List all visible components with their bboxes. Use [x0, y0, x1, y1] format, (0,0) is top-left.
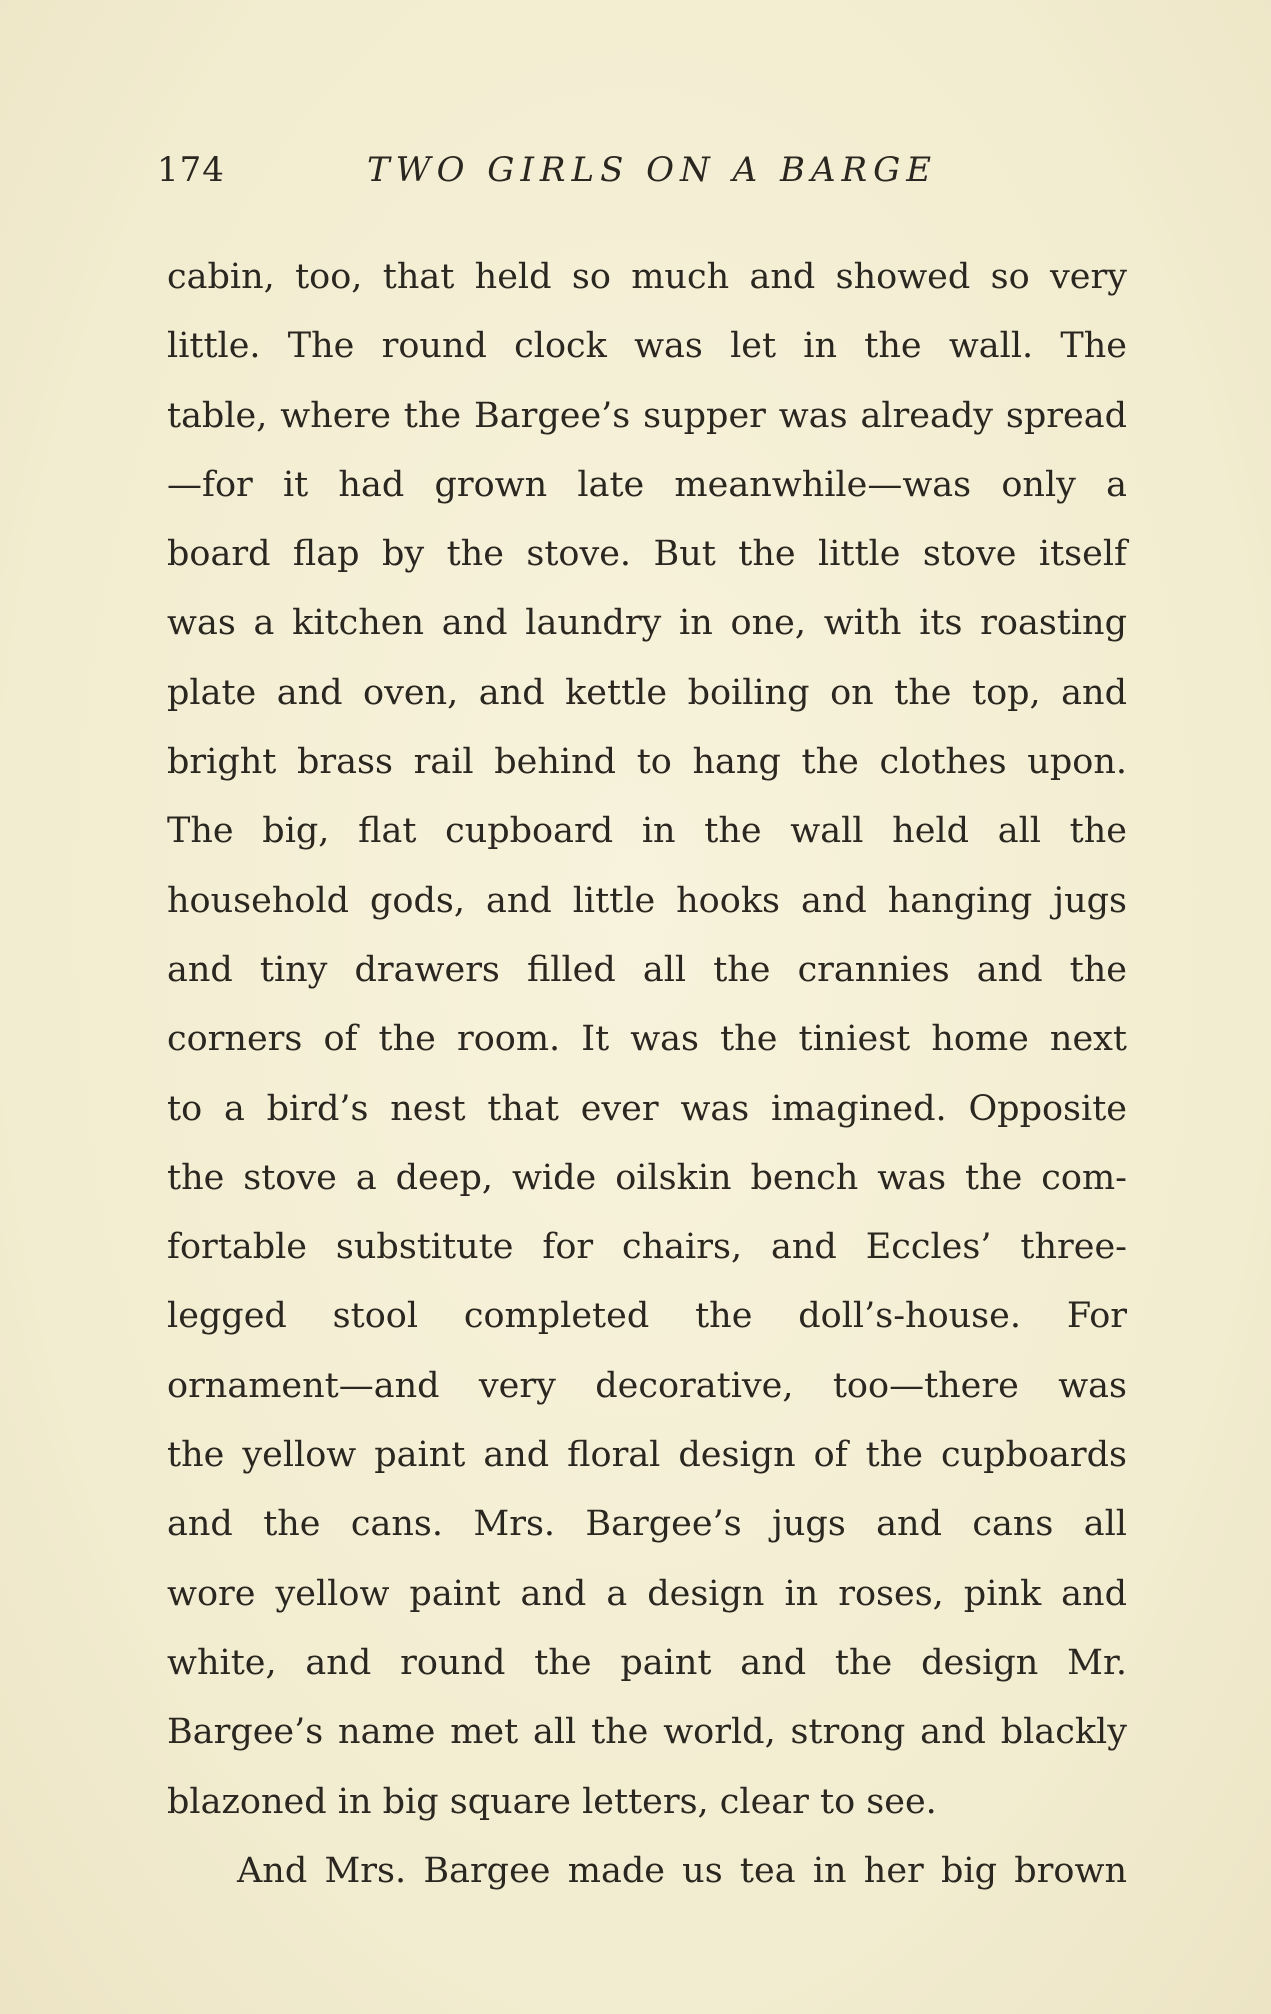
- text-line: plate and oven, and kettle boiling on the top, and: [167, 672, 1127, 713]
- text-line: fortable substitute for chairs, and Eccles’ three-: [167, 1227, 1127, 1268]
- text-line: white, and round the paint and the design Mr.: [167, 1642, 1127, 1683]
- text-line: legged stool completed the doll’s-house. For: [167, 1296, 1127, 1337]
- text-line: to a bird’s nest that ever was imagined. Opposite: [167, 1088, 1127, 1129]
- text-line: The big, flat cupboard in the wall held all the: [167, 811, 1127, 852]
- text-line: blazoned in big square letters, clear to see.: [167, 1781, 937, 1822]
- text-line: cabin, too, that held so much and showed so very: [167, 257, 1127, 297]
- text-line: was a kitchen and laundry in one, with its roasting: [167, 603, 1127, 644]
- body-text: [167, 243, 1127, 1906]
- text-line: table, where the Bargee’s supper was already spread: [167, 395, 1127, 436]
- page-number: 174: [157, 150, 225, 190]
- text-line-paragraph-start: And Mrs. Bargee made us tea in her big brown: [237, 1850, 1127, 1891]
- text-line: and the cans. Mrs. Bargee’s jugs and cans all: [167, 1504, 1127, 1545]
- running-title: TWO GIRLS ON A BARGE: [367, 150, 938, 190]
- text-line: board flap by the stove. But the little stove itself: [167, 534, 1127, 575]
- text-line: little. The round clock was let in the wall. The: [167, 326, 1127, 367]
- text-line: corners of the room. It was the tiniest home next: [167, 1019, 1127, 1060]
- text-line: the yellow paint and floral design of the cupboards: [167, 1435, 1127, 1476]
- text-line: household gods, and little hooks and hanging jugs: [167, 880, 1127, 921]
- page-header: [157, 150, 1117, 200]
- text-line: Bargee’s name met all the world, strong and blackly: [167, 1712, 1127, 1753]
- text-line: ornament—and very decorative, too—there was: [167, 1365, 1127, 1406]
- text-line: the stove a deep, wide oilskin bench was the com-: [167, 1157, 1127, 1198]
- text-line: wore yellow paint and a design in roses, pink and: [167, 1573, 1127, 1614]
- text-line: and tiny drawers filled all the crannies and the: [167, 949, 1127, 990]
- text-line: bright brass rail behind to hang the clothes upon.: [167, 742, 1127, 783]
- text-line: —for it had grown late meanwhile—was only a: [167, 464, 1127, 505]
